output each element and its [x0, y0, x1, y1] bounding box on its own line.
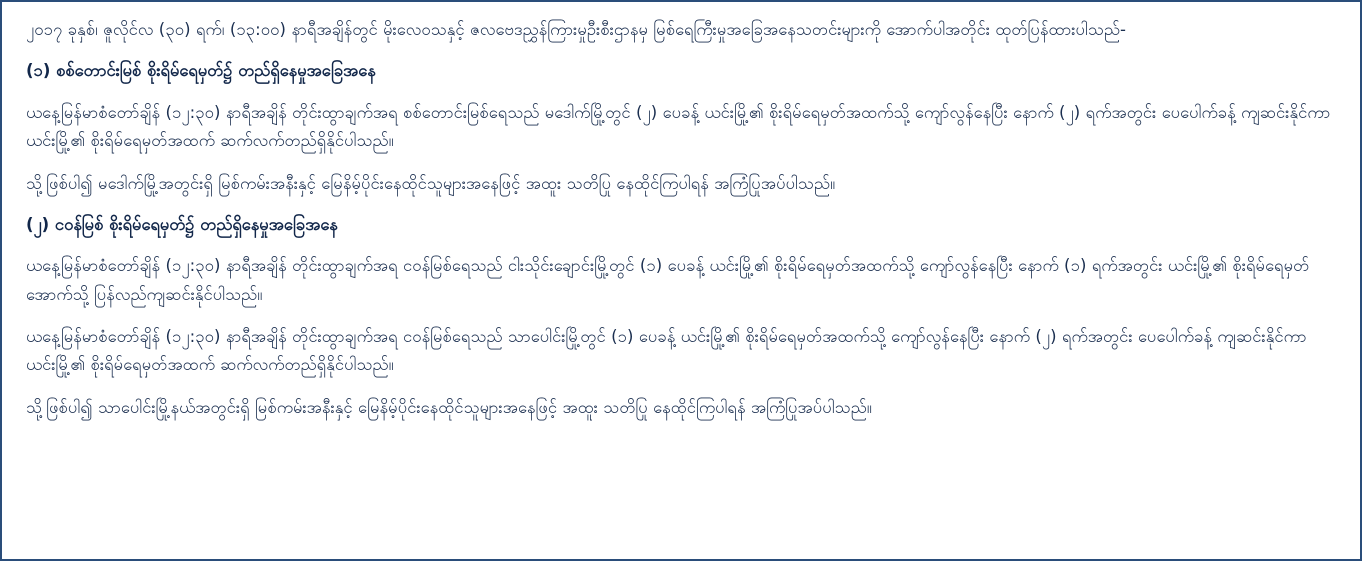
section-1-paragraph-1: ယနေ့မြန်မာစံတော်ချိန် (၁၂:၃၀) နာရီအချိန် တိုင်းထွာချက်အရ စစ်တောင်းမြစ်ရေသည် မဒေါက်မြို့တွင် (၂) ပေခန့် ယင်းမြို့၏ စိုးရိမ်ရေမှတ်အထက်သို့ ကျော်လွန်နေပြီး နောက် (၂) ရက်အတွင်း ပေပေါက်ခန့် ကျဆင်းနိုင်ကာ ယင်းမြို့၏ စိုးရိမ်ရေမှတ်အထက် ဆက်လက်တည်ရှိနိုင်ပါသည်။ — [26, 102, 1331, 151]
intro-paragraph: ၂၀၁၇ ခုနှစ်၊ ဇူလိုင်လ (၃၀) ရက်၊ (၁၃:၀၀) နာရီအချိန်တွင် မိုးလေဝသနှင့် ဇလဗေဒညွှန်ကြားမှုဦးစီးဌာနမှ မြစ်ရေကြီးမှုအခြေအနေသတင်းများကို အောက်ပါအတိုင်း ထုတ်ပြန်ထားပါသည်- — [26, 20, 1127, 39]
section-2-paragraph-2: ယနေ့မြန်မာစံတော်ချိန် (၁၂:၃၀) နာရီအချိန် တိုင်းထွာချက်အရ ငဝန်မြစ်ရေသည် သာပေါင်းမြို့တွင် (၁) ပေခန့် ယင်းမြို့၏ စိုးရိမ်ရေမှတ်အထက်သို့ ကျော်လွန်နေပြီး နောက် (၂) ရက်အတွင်း ပေပေါက်ခန့် ကျဆင်းနိုင်ကာ ယင်းမြို့၏ စိုးရိမ်ရေမှတ်အထက် ဆက်လက်တည်ရှိနိုင်ပါသည်။ — [26, 327, 1307, 375]
section-1-paragraph-2: သို့ဖြစ်ပါ၍ မဒေါက်မြို့အတွင်းရှိ မြစ်ကမ်းအနီးနှင့် မြေနိမ့်ပိုင်းနေထိုင်သူများအနေဖြင့် အထူး သတိပြု နေထိုင်ကြပါရန် အကြံပြုအပ်ပါသည်။ — [26, 173, 836, 193]
section-heading-1: (၁) စစ်တောင်းမြစ် စိုးရိမ်ရေမှတ်၌ တည်ရှိနေမှုအခြေအနေ — [26, 61, 376, 81]
section-2-paragraph-3: သို့ဖြစ်ပါ၍ သာပေါင်းမြို့နယ်အတွင်းရှိ မြစ်ကမ်းအနီးနှင့် မြေနိမ့်ပိုင်းနေထိုင်သူများအနေဖြင့် အထူး သတိပြု နေထိုင်ကြပါရန် အကြံပြုအပ်ပါသည်။ — [26, 397, 872, 417]
section-heading-2: (၂) ငဝန်မြစ် စိုးရိမ်ရေမှတ်၌ တည်ရှိနေမှုအခြေအနေ — [26, 214, 338, 234]
section-2-paragraph-1: ယနေ့မြန်မာစံတော်ချိန် (၁၂:၃၀) နာရီအချိန် တိုင်းထွာချက်အရ ငဝန်မြစ်ရေသည် ငါးသိုင်းချောင်းမြို့တွင် (၁) ပေခန့် ယင်းမြို့၏ စိုးရိမ်ရေမှတ်အထက်သို့ ကျော်လွန်နေပြီး နောက် (၁) ရက်အတွင်း ယင်းမြို့၏ စိုးရိမ်ရေမှတ်အောက်သို့ ပြန်လည်ကျဆင်းနိုင်ပါသည်။ — [26, 256, 1310, 304]
